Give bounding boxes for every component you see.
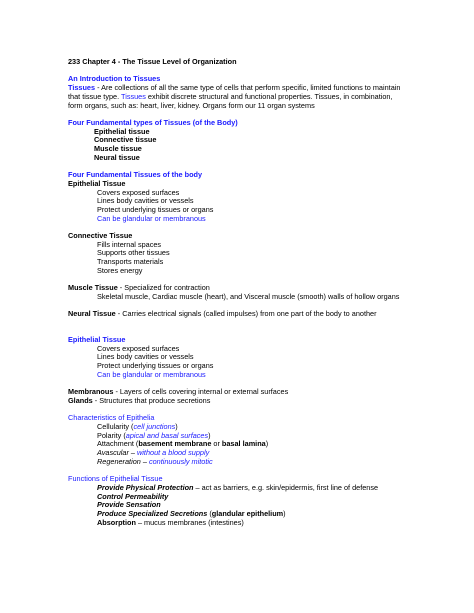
- epithelial-list-item: Covers exposed surfaces: [97, 343, 180, 353]
- cellularity-detail[interactable]: cell junctions: [133, 422, 176, 431]
- function-4-open: (: [207, 509, 212, 519]
- epithelial-item: Covers exposed surfaces: [97, 187, 180, 197]
- connective-item: Transports materials: [97, 257, 164, 267]
- function-5-title: Absorption: [97, 517, 136, 527]
- muscle-text: - Specialized for contraction: [117, 283, 210, 293]
- polarity-end: ): [208, 430, 211, 440]
- avascular-link[interactable]: without a blood supply: [137, 448, 210, 458]
- glands-label: Glands: [68, 395, 93, 405]
- function-4-close: ): [283, 509, 286, 519]
- function-5: [68, 519, 408, 528]
- avascular-sep: –: [128, 448, 138, 458]
- function-4-detail: glandular epithelium: [211, 509, 284, 519]
- connective-item: Fills internal spaces: [97, 239, 162, 249]
- attachment-text: Attachment (: [97, 439, 139, 449]
- neural-label: Neural Tissue: [68, 309, 116, 319]
- function-2: Control Permeability: [97, 491, 169, 501]
- neural-line: [68, 310, 408, 319]
- four-types-item: Muscle tissue: [94, 144, 142, 153]
- neural-text: - Carries electrical signals (called impulses) from one part of the body to another: [115, 309, 377, 319]
- function-1-title: Provide Physical Protection: [97, 482, 194, 492]
- membranous-label: Membranous: [68, 387, 114, 397]
- intro-text-2: exhibit discrete structural and functional properties. Tissues, in combination, form organs, such as: heart, liver, kidney. Organs form our 11 organ systems: [68, 91, 393, 110]
- function-3: Provide Sensation: [97, 500, 161, 510]
- attachment-end: ): [265, 439, 269, 449]
- intro-heading: An Introduction to Tissues: [68, 74, 161, 84]
- functions-heading: Functions of Epithelial Tissue: [68, 474, 163, 484]
- epithelial-list-item: Lines body cavities or vessels: [97, 352, 194, 362]
- epithelial-label: Epithelial Tissue: [68, 178, 126, 188]
- intro-term: Tissues: [68, 83, 96, 93]
- muscle-detail: Skeletal muscle, Cardiac muscle (heart), and Visceral muscle (smooth) walls of hollow organs: [97, 291, 400, 301]
- intro-link[interactable]: Tissues: [121, 91, 146, 101]
- connective-item: Supports other tissues: [97, 248, 170, 258]
- attachment-basal: basal lamina: [221, 439, 266, 449]
- cellularity-end: ): [175, 422, 178, 431]
- membranous-text: - Layers of cells covering internal or external surfaces: [113, 387, 289, 397]
- intro-text-1: - Are collections of all the same type of cells that perform specific, limited functions to maintain that tissue type.: [68, 83, 401, 101]
- regeneration-sep: –: [140, 456, 149, 466]
- four-types-heading: Four Fundamental types of Tissues (of the Body): [68, 117, 238, 127]
- function-1-text: – act as barriers, e.g. skin/epidermis, first line of defense: [193, 482, 379, 492]
- polarity-text: Polarity (: [97, 430, 126, 440]
- attachment-basement: basement membrane: [138, 439, 212, 449]
- epithelial-item: Protect underlying tissues or organs: [97, 204, 214, 214]
- glands-line: [68, 397, 408, 406]
- characteristics-heading: Characteristics of Epithelia: [68, 413, 155, 423]
- function-4-title: Produce Specialized Secretions: [97, 509, 208, 519]
- avascular-text: Avascular: [97, 448, 129, 458]
- epithelial-item: Lines body cavities or vessels: [97, 196, 194, 206]
- polarity-detail[interactable]: apical and basal surfaces: [125, 430, 209, 440]
- four-types-item: Epithelial tissue: [94, 126, 150, 136]
- regeneration-text: Regeneration: [97, 456, 141, 466]
- attachment-or: or: [211, 439, 222, 449]
- document-page: [68, 58, 408, 527]
- connective-label: Connective Tissue: [68, 231, 133, 240]
- connective-item: Stores energy: [97, 265, 143, 275]
- regeneration-line: [68, 458, 408, 467]
- glands-text: - Structures that produce secretions: [92, 395, 211, 405]
- page-title: 233 Chapter 4 - The Tissue Level of Organization: [68, 57, 237, 66]
- intro-paragraph: [68, 84, 408, 110]
- cellularity-text: Cellularity (: [97, 422, 134, 431]
- function-5-text: – mucus membranes (intestines): [135, 517, 244, 527]
- epithelial-list-item: Protect underlying tissues or organs: [97, 361, 214, 371]
- four-fundamental-heading: Four Fundamental Tissues of the body: [68, 170, 203, 180]
- muscle-label: Muscle Tissue: [68, 283, 118, 293]
- four-types-item: Neural tissue: [94, 152, 140, 162]
- regeneration-link[interactable]: continuously mitotic: [148, 456, 213, 466]
- epithelial-heading: Epithelial Tissue: [68, 335, 126, 344]
- four-types-item: Connective tissue: [94, 135, 157, 145]
- epithelial-link[interactable]: Can be glandular or membranous: [97, 213, 206, 223]
- epithelial-list-link[interactable]: Can be glandular or membranous: [97, 369, 206, 379]
